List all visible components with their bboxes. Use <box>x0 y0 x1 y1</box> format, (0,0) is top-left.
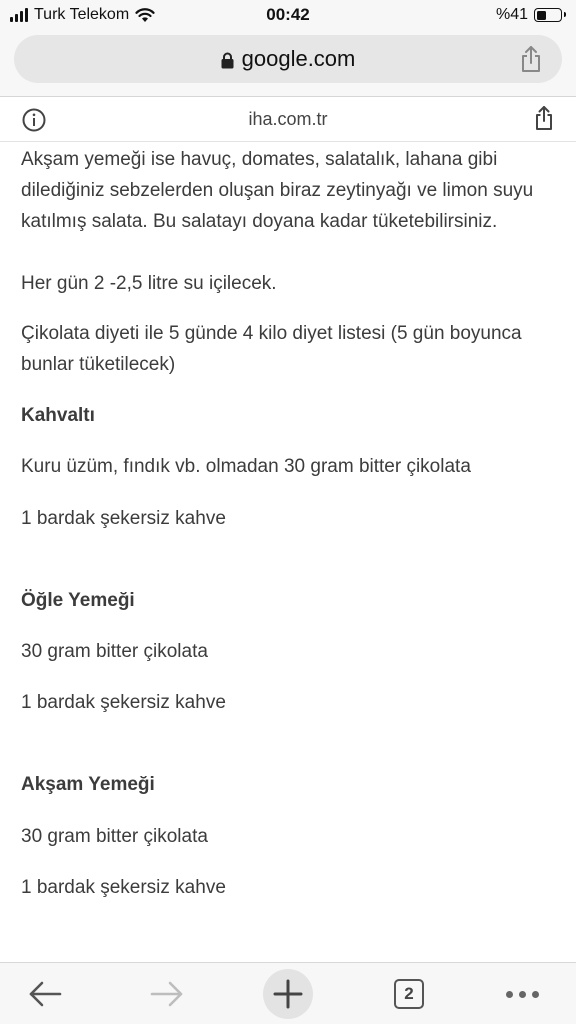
heading-dinner: Akşam Yemeği <box>21 774 155 795</box>
back-arrow-icon <box>27 980 63 1008</box>
list-item: Kuru üzüm, fındık vb. olmadan 30 gram bitter çikolata <box>21 456 471 477</box>
tabs-button[interactable] <box>378 963 440 1024</box>
share-icon[interactable] <box>534 105 554 131</box>
battery-icon <box>534 8 562 22</box>
list-item: 1 bardak şekersiz kahve <box>21 692 226 713</box>
status-bar <box>0 0 576 30</box>
clock: 00:42 <box>266 5 310 24</box>
back-button[interactable] <box>14 963 76 1024</box>
amp-domain[interactable]: iha.com.tr <box>248 109 328 129</box>
forward-arrow-icon <box>149 980 185 1008</box>
new-tab-button[interactable] <box>256 963 320 1024</box>
battery-info <box>496 6 562 24</box>
plus-icon <box>273 979 303 1009</box>
list-item: 1 bardak şekersiz kahve <box>21 508 226 529</box>
amp-header <box>0 96 576 142</box>
forward-button[interactable] <box>136 963 198 1024</box>
list-item: 30 gram bitter çikolata <box>21 641 208 662</box>
heading-lunch: Öğle Yemeği <box>21 590 135 611</box>
article-content <box>21 142 561 962</box>
lock-icon <box>221 52 234 69</box>
more-dots-icon <box>506 991 539 998</box>
carrier-name: Turk Telekom <box>34 6 130 23</box>
bottom-toolbar <box>0 962 576 1024</box>
tab-count-icon: 2 <box>394 979 424 1009</box>
browser-address-area <box>0 30 576 96</box>
paragraph-water: Her gün 2 -2,5 litre su içilecek. <box>21 273 277 294</box>
address-bar[interactable] <box>14 35 562 83</box>
share-icon[interactable] <box>520 45 542 73</box>
list-item: 30 gram bitter çikolata <box>21 826 208 847</box>
heading-breakfast: Kahvaltı <box>21 405 95 426</box>
more-button[interactable] <box>491 963 553 1024</box>
battery-percent: %41 <box>495 6 528 23</box>
list-item: 1 bardak şekersiz kahve <box>21 877 226 898</box>
url-text: google.com <box>241 46 356 71</box>
paragraph-diet-intro: Çikolata diyeti ile 5 günde 4 kilo diyet listesi (5 gün boyunca bunlar tüketilecek) <box>21 323 522 375</box>
paragraph-dinner-salad: Akşam yemeği ise havuç, domates, salatalık, lahana gibi dilediğiniz sebzelerden oluşan biraz zeytinyağı ve limon suyu katılmış salata. Bu salatayı doyana kadar tüketebilirsiniz. <box>21 149 534 232</box>
